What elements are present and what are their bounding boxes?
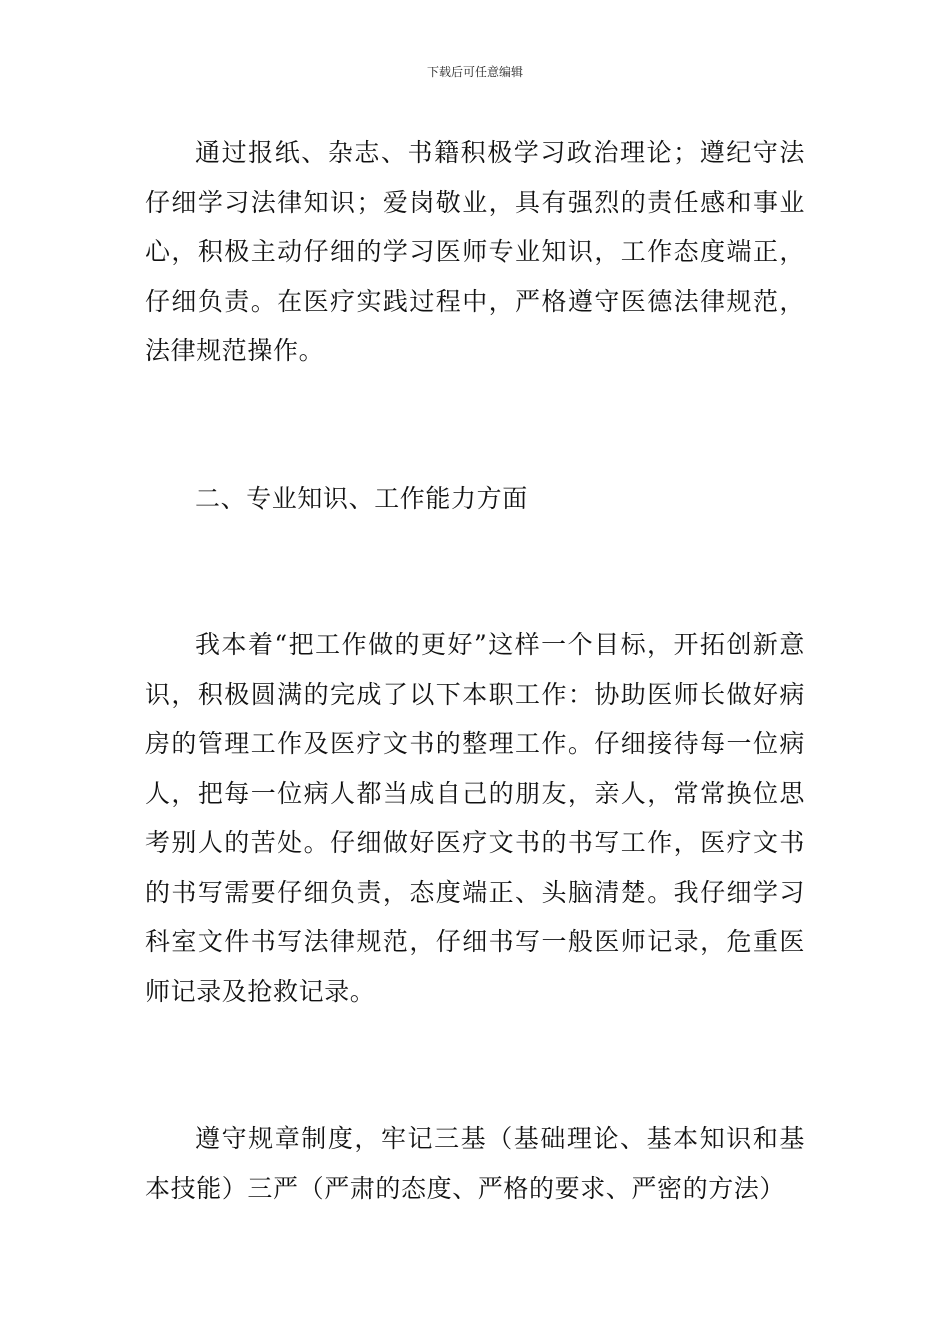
- document-body: [145, 128, 805, 1213]
- section-heading-professional-knowledge: 二、专业知识、工作能力方面: [195, 483, 528, 513]
- paragraph-work-duties: 我本着“把工作做的更好”这样一个目标，开拓创新意识，积极圆满的完成了以下本职工作：协助医师长做好病房的管理工作及医疗文书的整理工作。仔细接待每一位病人，把每一位病人都当成自己的朋友，亲人，常常换位思考别人的苦处。仔细做好医疗文书的书写工作，医疗文书的书写需要仔细负责，态度端正、头脑清楚。我仔细学习科室文件书写法律规范，仔细书写一般医师记录，危重医师记录及抢救记录。: [145, 630, 805, 1006]
- page-header: 下载后可任意编辑: [426, 65, 523, 79]
- paragraph-rules-and-regulations: 遵守规章制度，牢记三基（基础理论、基本知识和基本技能）三严（严肃的态度、严格的要求、严密的方法）: [145, 1124, 805, 1203]
- paragraph-political-study: 通过报纸、杂志、书籍积极学习政治理论；遵纪守法仔细学习法律知识；爱岗敬业，具有强烈的责任感和事业心，积极主动仔细的学习医师专业知识，工作态度端正，仔细负责。在医疗实践过程中，严格遵守医德法律规范，法律规范操作。: [145, 138, 805, 365]
